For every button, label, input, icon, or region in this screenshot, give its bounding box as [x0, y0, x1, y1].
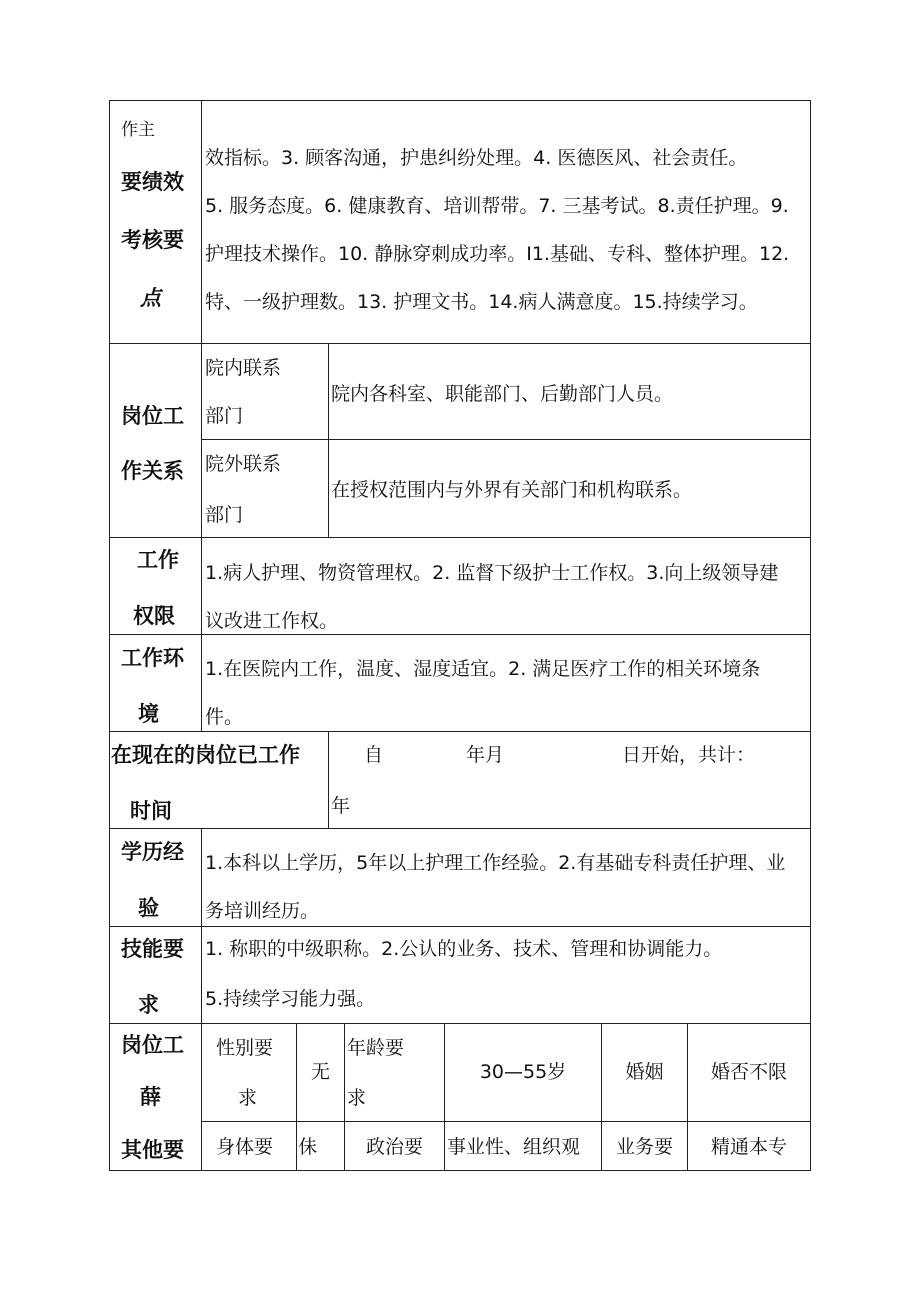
tenure-year-month: 年月 — [466, 744, 505, 766]
kpi-label-line-2: 要绩效 — [121, 170, 184, 194]
kpi-label-line-3: 考核要 — [121, 228, 184, 252]
skills-label-line-2: 求 — [138, 993, 159, 1017]
other-label-line-1: 岗位工 — [121, 1033, 184, 1057]
gender-label-line-2: 求 — [238, 1087, 258, 1109]
kpi-text-line-1: 效指标。3. 顾客沟通，护患纠纷处理。4. 医德医风、社会责任。 — [205, 147, 748, 169]
education-label-line-1: 学历经 — [121, 840, 184, 864]
tenure-label-line-1: 在现在的岗位已工作 — [111, 743, 300, 767]
environment-text-line-1: 1.在医院内工作，温度、湿度适宜。2. 满足医疗工作的相关环境条 — [205, 658, 761, 680]
authority-label-line-1: 工作 — [137, 548, 179, 572]
external-contact-label-line-1: 院外联系 — [205, 453, 282, 475]
tenure-from: 自 — [364, 744, 384, 766]
other-label-line-2: 薛 — [140, 1085, 161, 1109]
education-text-line-2: 务培训经历。 — [205, 900, 320, 922]
external-contact-label-line-2: 部门 — [205, 504, 244, 526]
internal-contact-value: 院内各科室、职能部门、后勤部门人员。 — [331, 383, 674, 405]
other-label-line-3: 其他要 — [121, 1138, 184, 1162]
kpi-text-line-3: 护理技术操作。10. 静脉穿刺成功率。I1.基础、专科、整体护理。12. — [205, 243, 790, 265]
environment-label-line-1: 工作环 — [121, 646, 184, 670]
environment-label-line-2: 境 — [138, 702, 159, 726]
tenure-day-start: 日开始，共计： — [622, 744, 756, 766]
business-value: 精通本专 — [710, 1136, 787, 1158]
body-label: 身体要 — [216, 1136, 274, 1158]
tenure-label-line-2: 时间 — [130, 799, 172, 823]
environment-text-line-2: 件。 — [205, 706, 244, 728]
authority-text-line-1: 1.病人护理、物资管理权。2. 监督下级护士工作权。3.向上级领导建 — [205, 562, 779, 584]
age-label-line-1: 年龄要 — [347, 1037, 405, 1059]
authority-text-line-2: 议改进工作权。 — [205, 610, 339, 632]
kpi-label-line-4: 点 — [140, 286, 161, 310]
political-value: 事业性、组织观 — [447, 1136, 581, 1158]
relations-label-line-1: 岗位工 — [121, 404, 184, 428]
authority-label-line-2: 权限 — [133, 604, 175, 628]
kpi-text-line-4: 特、一级护理数。13. 护理文书。14.病人满意度。15.持续学习。 — [205, 291, 758, 313]
internal-contact-label-line-2: 部门 — [205, 405, 244, 427]
skills-text-line-2: 5.持续学习能力强。 — [205, 988, 376, 1010]
business-label: 业务要 — [615, 1136, 673, 1158]
relations-label-line-2: 作关系 — [121, 459, 184, 483]
marriage-value: 婚否不限 — [710, 1061, 787, 1083]
kpi-text-line-2: 5. 服务态度。6. 健康教育、培训帮带。7. 三基考试。8.责任护理。9. — [205, 195, 789, 217]
political-label: 政治要 — [365, 1136, 423, 1158]
internal-contact-label-line-1: 院内联系 — [205, 357, 282, 379]
age-label-line-2: 求 — [347, 1087, 367, 1109]
tenure-year: 年 — [331, 795, 351, 817]
education-label-line-2: 验 — [138, 896, 159, 920]
gender-value: 无 — [311, 1061, 331, 1083]
marriage-label: 婚姻 — [625, 1061, 664, 1083]
skills-label-line-1: 技能要 — [121, 937, 184, 961]
age-value: 30—55岁 — [479, 1061, 567, 1083]
kpi-label-line-1: 作主 — [121, 120, 155, 140]
skills-text-line-1: 1. 称职的中级职称。2.公认的业务、技术、管理和协调能力。 — [205, 938, 723, 960]
external-contact-value: 在授权范围内与外界有关部门和机构联系。 — [331, 479, 693, 501]
body-value: 佅 — [298, 1136, 318, 1158]
education-text-line-1: 1.本科以上学历，5年以上护理工作经验。2.有基础专科责任护理、业 — [205, 852, 786, 874]
gender-label-line-1: 性别要 — [216, 1037, 274, 1059]
